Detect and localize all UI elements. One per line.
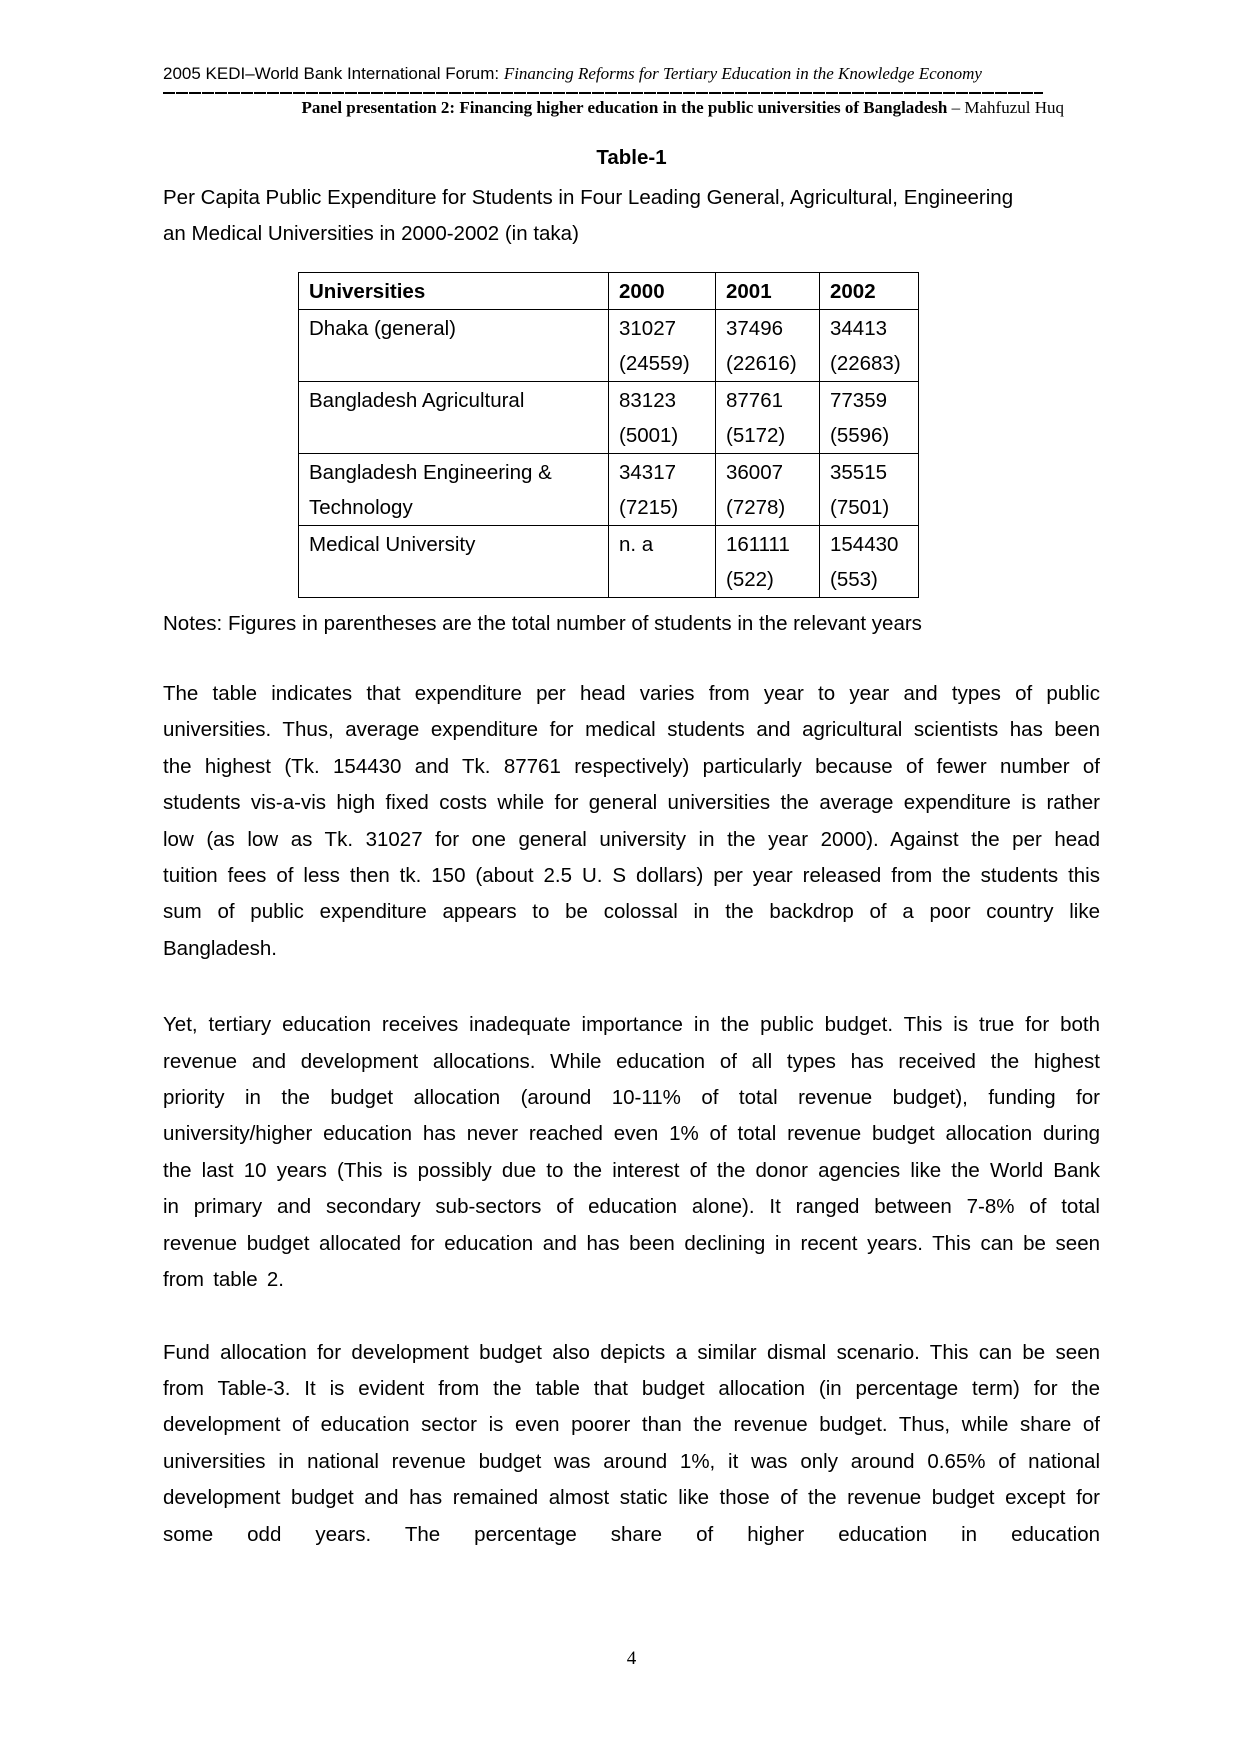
column-header-2001: 2001 xyxy=(716,273,820,310)
column-header-universities: Universities xyxy=(299,273,609,310)
value-cell xyxy=(716,526,820,598)
table-caption-line1: Per Capita Public Expenditure for Students in Four Leading General, Agricultural, Engineering xyxy=(163,186,1014,209)
table-title: Table-1 xyxy=(596,146,667,169)
table-notes: Notes: Figures in parentheses are the total number of students in the relevant years xyxy=(163,612,922,635)
value-cell xyxy=(609,526,716,598)
student-count: (24559) xyxy=(619,352,690,375)
value-cell xyxy=(820,454,919,526)
student-count: (5596) xyxy=(830,424,890,447)
student-count: (7215) xyxy=(619,496,679,519)
value-cell xyxy=(820,382,919,454)
value-cell xyxy=(609,454,716,526)
university-name-cell: Bangladesh Agricultural xyxy=(299,382,609,454)
value-cell xyxy=(716,382,820,454)
student-count: (522) xyxy=(726,568,774,591)
table-row xyxy=(299,526,919,598)
value-cell xyxy=(820,310,919,382)
expenditure-value: 83123 xyxy=(619,389,677,412)
body-paragraph-2: Yet, tertiary education receives inadequate importance in the public budget. This is true for both revenue and development allocations. While education of all types has received the highest priority in the budget allocation (around 10-11% of total revenue budget), funding for university/higher education has never reached even 1% of total revenue budget allocation during the last 10 years (This is possibly due to the interest of the donor agencies like the World Bank in primary and secondary sub-sectors of education alone). It ranged between 7-8% of total revenue budget allocated for education and has been declining in recent years. This can be seen from table 2. xyxy=(163,1013,1100,1292)
university-name-cell: Dhaka (general) xyxy=(299,310,609,382)
panel-header xyxy=(163,97,1100,119)
value-cell xyxy=(609,310,716,382)
running-header xyxy=(163,63,1100,85)
expenditure-value: 34317 xyxy=(619,461,677,484)
expenditure-value: 77359 xyxy=(830,389,888,412)
student-count: (7278) xyxy=(726,496,786,519)
expenditure-value: 37496 xyxy=(726,317,784,340)
expenditure-value: n. a xyxy=(619,533,654,556)
table-caption-line2: an Medical Universities in 2000-2002 (in taka) xyxy=(163,222,579,245)
header-separator-line xyxy=(163,92,1043,94)
student-count: (22683) xyxy=(830,352,901,375)
expenditure-value: 154430 xyxy=(830,533,899,556)
column-header-2000: 2000 xyxy=(609,273,716,310)
university-name-cell: Bangladesh Engineering & Technology xyxy=(299,454,609,526)
body-paragraph-3: Fund allocation for development budget also depicts a similar dismal scenario. This can be seen from Table-3. It is evident from the table that budget allocation (in percentage term) for the development of education sector is even poorer than the revenue budget. Thus, while share of universities in national revenue budget was around 1%, it was only around 0.65% of national development budget and has remained almost static like those of the revenue budget except for some odd years. The percentage share of higher education in education xyxy=(163,1340,1100,1546)
value-cell xyxy=(716,454,820,526)
expenditure-value: 161111 xyxy=(726,533,790,556)
value-cell xyxy=(820,526,919,598)
student-count: (7501) xyxy=(830,496,890,519)
table-caption xyxy=(163,180,1100,252)
page-number: 4 xyxy=(626,1648,637,1669)
student-count: (553) xyxy=(830,568,878,591)
value-cell xyxy=(716,310,820,382)
column-header-2002: 2002 xyxy=(820,273,919,310)
forum-title: 2005 KEDI–World Bank International Forum: xyxy=(163,64,500,83)
student-count: (5001) xyxy=(619,424,679,447)
value-cell xyxy=(609,382,716,454)
body-paragraph-1: The table indicates that expenditure per head varies from year to year and types of public universities. Thus, average expenditure for medical students and agricultural scientists has been the highest (Tk. 154430 and Tk. 87761 respectively) particularly because of fewer number of students vis-a-vis high fixed costs while for general universities the average expenditure is rather low (as low as Tk. 31027 for one general university in the year 2000). Against the per head tuition fees of less then tk. 150 (about 2.5 U. S dollars) per year released from the students this sum of public expenditure appears to be colossal in the backdrop of a poor country like Bangladesh. xyxy=(163,682,1100,960)
expenditure-value: 35515 xyxy=(830,461,888,484)
table-row xyxy=(299,454,919,526)
expenditure-value: 31027 xyxy=(619,317,677,340)
expenditure-table xyxy=(298,272,919,598)
expenditure-value: 87761 xyxy=(726,389,784,412)
panel-title: Panel presentation 2: Financing higher education in the public universities of Bangladesh xyxy=(301,98,948,117)
forum-subtitle: Financing Reforms for Tertiary Education in the Knowledge Economy xyxy=(503,64,982,83)
university-name-cell: Medical University xyxy=(299,526,609,598)
expenditure-value: 36007 xyxy=(726,461,784,484)
table-row xyxy=(299,382,919,454)
panel-author: – Mahfuzul Huq xyxy=(951,98,1064,117)
table-row xyxy=(299,310,919,382)
table-header-row xyxy=(299,273,919,310)
student-count: (5172) xyxy=(726,424,786,447)
student-count: (22616) xyxy=(726,352,797,375)
expenditure-value: 34413 xyxy=(830,317,888,340)
